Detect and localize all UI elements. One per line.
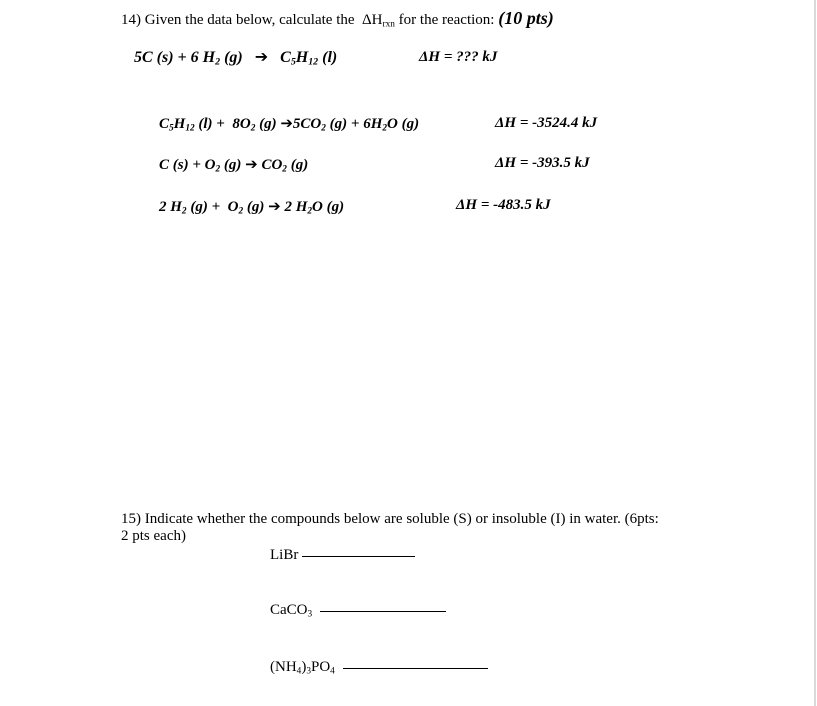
compound-formula: PO [310,659,331,675]
compound-sub: 3 [307,609,313,620]
q14-number: 14) [121,12,141,28]
seg: (l) + 8O [194,116,251,132]
seg: (g) [220,157,246,173]
compound-formula: LiBr [270,547,299,563]
target-delta-h: ΔH = ??? kJ [419,49,498,65]
q15-number: 15) [121,511,141,527]
seg: C [159,116,170,132]
reaction-arrow-icon: ➔ [245,155,258,173]
target-product-sub-c: 5 [290,56,296,68]
target-product-state: (l) [322,49,338,66]
sub: 2 [238,206,244,217]
seg: 2 H [280,199,308,215]
seg: CO [257,157,283,173]
answer-blank[interactable] [343,667,488,669]
compound-nh4-3po4 [270,659,488,676]
seg: O (g) [387,116,420,132]
q15-prompt-line1: Indicate whether the compounds below are soluble (S) or insoluble (I) in water. (6pts: [144,511,659,527]
answer-blank[interactable] [302,555,415,557]
reaction-arrow-icon: ➔ [254,47,269,66]
seg: 2 H [159,199,182,215]
q15-prompt-line2: 2 pts each) [121,528,186,544]
rxn-subscript: rxn [382,19,395,30]
sub: 2 [250,123,256,134]
reaction-arrow-icon: ➔ [268,197,281,215]
compound-caco3 [270,602,446,619]
sub: 2 [307,206,313,217]
reaction-3 [159,197,344,216]
compound-formula: (NH [270,659,297,675]
seg: C (s) + O [159,157,216,173]
target-product-c: C [280,49,291,66]
q15-prompt [121,511,659,545]
sub: 5 [169,123,174,134]
reaction-arrow-icon: ➔ [280,114,293,132]
reaction-2-delta-h: ΔH = -393.5 kJ [495,155,590,171]
target-product-sub-h: 12 [308,56,319,68]
compound-sub: 4 [330,666,335,677]
target-reactant-carbon: 5C [134,49,153,66]
seg: (g) + O [186,199,239,215]
seg: (g) [243,199,269,215]
compound-sub: 3 [306,666,311,677]
sub: 2 [382,123,388,134]
q14-prompt-pre: Given the data below, calculate the [144,12,355,28]
seg: (g) [286,157,309,173]
target-reactant-hydrogen: (s) + 6 H [156,49,216,66]
reaction-3-delta-h: ΔH = -483.5 kJ [456,197,551,213]
target-reaction [134,47,337,67]
sub: 2 [282,164,287,175]
reaction-2 [159,155,308,174]
reaction-1 [159,114,419,133]
page-edge [814,0,816,706]
target-product-h: H [295,49,309,66]
sub: 2 [215,164,221,175]
target-sub: 2 [215,56,221,68]
target-state: (g) [224,49,243,66]
compound-formula: CaCO [270,602,308,618]
sub: 12 [185,123,195,134]
delta-h-symbol: ΔH [362,12,383,28]
q14-prompt-post: for the reaction: [398,12,495,28]
q14-points: (10 pts) [498,8,554,28]
compound-sub: 4 [296,666,302,677]
answer-blank[interactable] [320,610,446,612]
seg: O (g) [312,199,345,215]
sub: 2 [181,206,187,217]
sub: 2 [321,123,326,134]
seg: 5CO [292,116,322,132]
q14-prompt [121,8,554,29]
reaction-1-delta-h: ΔH = -3524.4 kJ [495,115,598,131]
seg: H [173,116,186,132]
compound-libr [270,547,415,564]
compound-formula: ) [301,659,307,675]
seg: (g) + 6H [325,116,383,132]
seg: (g) [255,116,281,132]
